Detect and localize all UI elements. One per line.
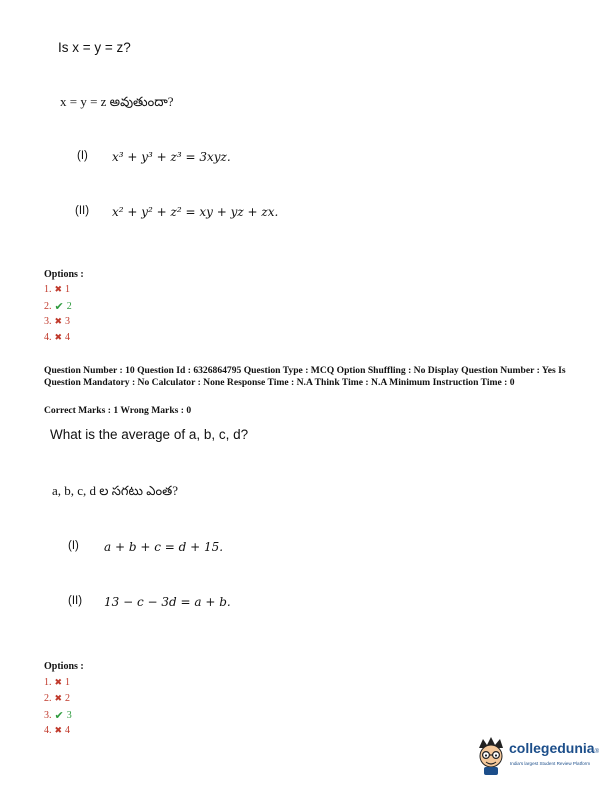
wrong-cross-icon: ✖ (54, 316, 63, 326)
option-value: 4 (65, 332, 71, 343)
mascot-icon (474, 736, 508, 776)
option-number: 3. (44, 316, 52, 327)
logo-wordmark: collegedunia (509, 740, 595, 756)
logo-registered-mark: ® (594, 749, 599, 755)
wrong-cross-icon: ✖ (54, 332, 63, 342)
option-number: 2. (44, 693, 52, 704)
q10-question-telugu: a, b, c, d ల సగటు ఎంత? (52, 483, 178, 498)
wrong-cross-icon: ✖ (54, 725, 63, 735)
q9-option-4 (44, 332, 70, 343)
logo-tagline: India's largest Student Review Platform (510, 761, 591, 766)
q9-statement-1-expression: x³ + y³ + z³ = 3xyz. (112, 150, 231, 164)
wrong-cross-icon: ✖ (54, 677, 63, 687)
q10-statement-2-label: (II) (68, 595, 83, 607)
q10-statement-1-label: (I) (68, 540, 79, 552)
q9-question-telugu: x = y = z అవుతుందా? (60, 94, 174, 109)
option-value: 2 (66, 301, 72, 312)
q9-options-title: Options : (44, 269, 84, 280)
q10-option-4 (44, 725, 70, 736)
q10-option-1 (44, 677, 70, 688)
q10-metadata: Question Number : 10 Question Id : 6326864795 Question Type : MCQ Option Shuffling : No Display Question Number : Yes Is Question Mandatory : No Calculator : None Response Time : N.A Think Time : N.A Minimum Instruction Time : 0 (44, 365, 566, 388)
q10-statement-1-expression: a + b + c = d + 15. (104, 540, 224, 554)
q9-statement-2-label: (II) (75, 205, 90, 217)
option-number: 2. (44, 301, 52, 312)
q10-options-title: Options : (44, 661, 84, 672)
correct-check-icon: ✔ (54, 710, 64, 722)
q10-option-2 (44, 693, 70, 704)
collegedunia-logo (474, 736, 604, 780)
q9-option-1 (44, 284, 70, 295)
option-value: 1 (65, 284, 71, 295)
option-number: 4. (44, 332, 52, 343)
q9-statement-1-label: (I) (77, 150, 88, 162)
q10-statement-2-expression: 13 − c − 3d = a + b. (104, 595, 231, 609)
q9-option-3 (44, 316, 70, 327)
q10-question-english: What is the average of a, b, c, d? (50, 427, 249, 442)
q10-option-3 (44, 709, 72, 722)
wrong-cross-icon: ✖ (54, 693, 63, 703)
option-number: 4. (44, 725, 52, 736)
option-number: 1. (44, 677, 52, 688)
q9-statement-2-expression: x² + y² + z² = xy + yz + zx. (112, 205, 279, 219)
option-value: 1 (65, 677, 71, 688)
option-value: 2 (65, 693, 71, 704)
q9-option-2 (44, 300, 72, 313)
option-value: 3 (65, 316, 71, 327)
option-value: 3 (66, 710, 72, 721)
correct-check-icon: ✔ (54, 301, 64, 313)
q9-question-english: Is x = y = z? (58, 40, 131, 55)
q10-marks: Correct Marks : 1 Wrong Marks : 0 (44, 405, 192, 416)
option-number: 3. (44, 710, 52, 721)
option-number: 1. (44, 284, 52, 295)
option-value: 4 (65, 725, 71, 736)
wrong-cross-icon: ✖ (54, 284, 63, 294)
